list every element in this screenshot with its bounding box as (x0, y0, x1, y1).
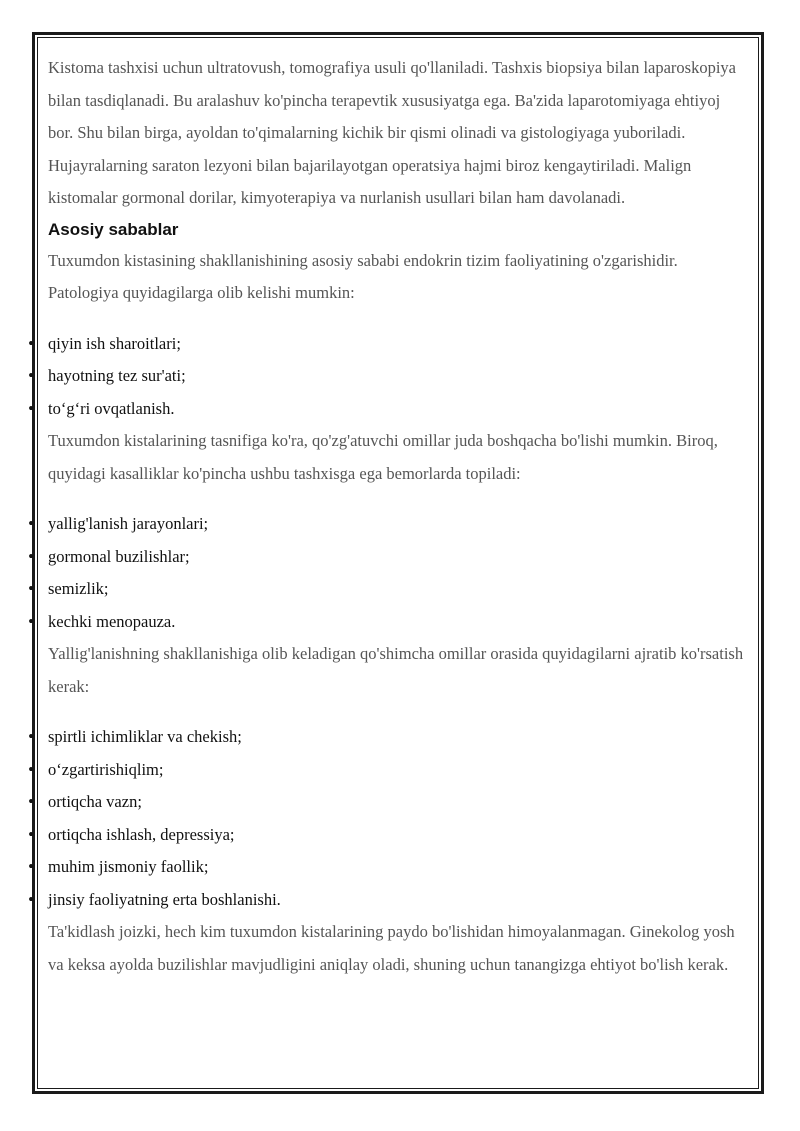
lifestyle-list (28, 328, 748, 426)
conclusion-paragraph: Ta'kidlash joizki, hech kim tuxumdon kistalarining paydo bo'lishidan himoyalanmagan. Ginekolog yosh va keksa ayolda buzilishlar mavjudligini aniqlay oladi, shuning uchun tanangizga ehtiyot bo'lish kerak. (48, 922, 735, 974)
factors-paragraph: Yallig'lanishning shakllanishiga olib keladigan qo'shimcha omillar orasida quyidagilarni ajratib ko'rsatish kerak: (48, 644, 744, 696)
list-item: • spirtli ichimliklar va chekish; (28, 727, 242, 746)
factors-list (28, 721, 748, 916)
list-item: • kechki menopauza. (28, 611, 176, 631)
list-item: • muhim jismoniy faollik; (28, 857, 209, 876)
intro-paragraph: Kistoma tashxisi uchun ultratovush, tomografiya usuli qo'llaniladi. Tashxis biopsiya bilan laparoskopiya bilan tasdiqlanadi. Bu aralashuv ko'pincha terapevtik xususiyatga ega. Ba'zida laparotomiyaga ehtiyoj bor. Shu bilan birga, ayoldan to'qimalarning kichik bir qismi olinadi va gistologiyaga yuboriladi. Hujayralarning saraton lezyoni bilan bajarilayotgan operatsiya hajmi biroz kengaytiriladi. Malign kistomalar gormonal dorilar, kimyoterapiya va nurlanish usullari bilan ham davolanadi. (48, 58, 737, 207)
diseases-list (28, 508, 748, 638)
causes-paragraph: Tuxumdon kistasining shakllanishining asosiy sababi endokrin tizim faoliyatining o'zgarishidir. Patologiya quyidagilarga olib kelishi mumkin: (48, 250, 678, 302)
section-heading: Asosiy sabablar (48, 219, 179, 239)
list-item: • jinsiy faoliyatning erta boshlanishi. (28, 889, 281, 909)
list-item: • semizlik; (28, 579, 109, 598)
classification-paragraph: Tuxumdon kistalarining tasnifiga ko'ra, qo'zg'atuvchi omillar juda boshqacha bo'lishi mumkin. Biroq, quyidagi kasalliklar ko'pincha ushbu tashxisga ega bemorlarda topiladi: (48, 431, 718, 483)
document-body (28, 52, 748, 981)
list-item: • qiyin ish sharoitlari; (28, 333, 181, 353)
list-item: • to‘g‘ri ovqatlanish. (28, 398, 175, 418)
list-item: • hayotning tez sur'ati; (28, 366, 186, 385)
list-item: • gormonal buzilishlar; (28, 546, 190, 566)
list-item: • yallig'lanish jarayonlari; (28, 514, 209, 533)
list-item: • o‘zgartirishiqlim; (28, 759, 164, 779)
list-item: • ortiqcha ishlash, depressiya; (28, 824, 235, 844)
list-item: • ortiqcha vazn; (28, 792, 142, 811)
